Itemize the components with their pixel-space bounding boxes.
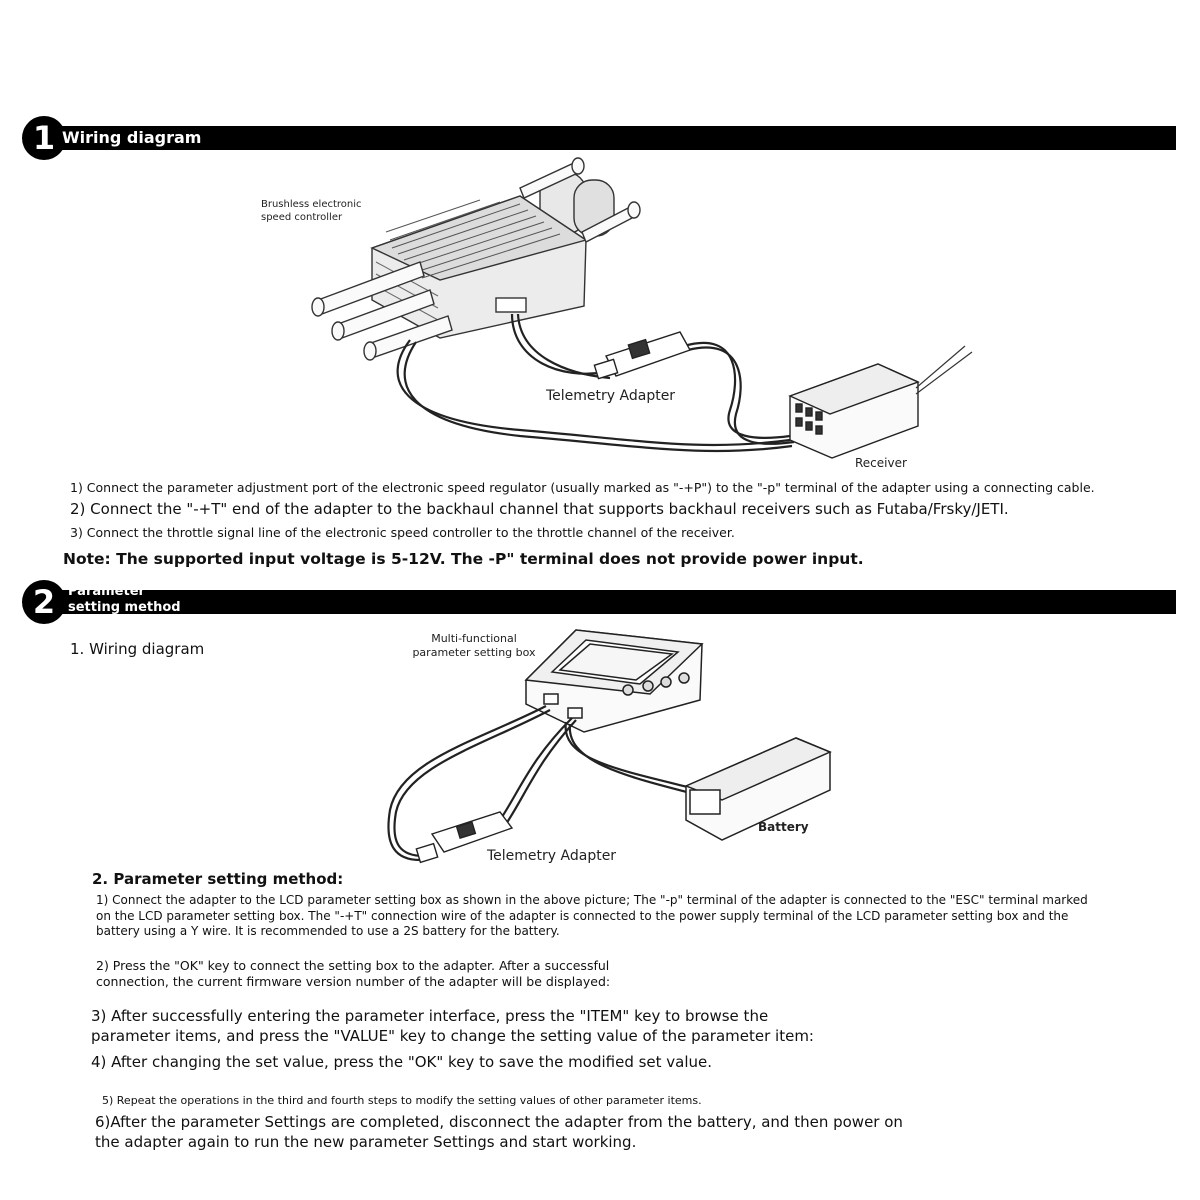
section2-step-5: 5) Repeat the operations in the third and fourth steps to modify the setting values of other parameter items. [102, 1094, 702, 1107]
section2-step-1-line3: battery using a Y wire. It is recommended to use a 2S battery for the battery. [96, 924, 560, 938]
adapter-label-2: Telemetry Adapter [487, 848, 617, 864]
section2-step-2-line1: 2) Press the "OK" key to connect the setting box to the adapter. After a successful [96, 958, 610, 973]
section2-step-3-line2: parameter items, and press the "VALUE" key to change the setting value of the parameter item: [91, 1027, 814, 1045]
section1-title: Wiring diagram [62, 128, 202, 147]
section2-step-1-line1: 1) Connect the adapter to the LCD parameter setting box as shown in the above picture; The "-p" terminal of the adapter is connected to the "ESC" terminal marked [96, 893, 1088, 907]
receiver-label: Receiver [855, 456, 907, 470]
battery-label: Battery [758, 820, 809, 834]
section1-note: Note: The supported input voltage is 5-12V. The -P" terminal does not provide power input. [63, 550, 864, 568]
section2-step-1 [96, 893, 1088, 940]
section2-step-3 [91, 1006, 814, 1046]
telemetry-adapter-1 [594, 332, 690, 379]
section2-subheading-method: 2. Parameter setting method: [92, 870, 344, 888]
section2-title-line2: setting method [68, 600, 181, 615]
section2-title [68, 584, 181, 616]
esc-illustration [312, 158, 640, 360]
esc-label-line2: speed controller [261, 212, 343, 223]
section2-step-6-line1: 6)After the parameter Settings are completed, disconnect the adapter from the battery, and then power on [95, 1113, 903, 1131]
section1-step-2: 2) Connect the "-+T" end of the adapter to the backhaul channel that supports backhaul receivers such as Futaba/Frsky/JETI. [70, 500, 1009, 518]
section2-step-2 [96, 958, 610, 990]
parameter-box-label-line2: parameter setting box [412, 646, 536, 659]
adapter-label-1: Telemetry Adapter [546, 388, 676, 404]
section1-step-1: 1) Connect the parameter adjustment port of the electronic speed regulator (usually marked as "-+P") to the "-p" terminal of the adapter using a connecting cable. [70, 480, 1095, 495]
section2-step-2-line2: connection, the current firmware version number of the adapter will be displayed: [96, 974, 611, 989]
section2-step-6 [95, 1112, 903, 1152]
section2-number-badge: 2 [22, 580, 66, 624]
receiver-illustration [790, 346, 972, 458]
esc-label-line1: Brushless electronic [261, 199, 362, 210]
section2-step-4: 4) After changing the set value, press the "OK" key to save the modified set value. [91, 1053, 713, 1071]
section2-step-1-line2: on the LCD parameter setting box. The "-+T" connection wire of the adapter is connected to the power supply terminal of the LCD parameter setting box and the [96, 908, 1069, 923]
section1-number-badge: 1 [22, 116, 66, 160]
section1-step-3: 3) Connect the throttle signal line of the electronic speed controller to the throttle channel of the receiver. [70, 525, 735, 540]
section2-step-6-line2: the adapter again to run the new parameter Settings and start working. [95, 1133, 637, 1151]
section2-title-line1: Parameter [68, 584, 145, 599]
parameter-setting-box-illustration [526, 630, 702, 732]
section2-subheading-wiring: 1. Wiring diagram [70, 640, 205, 658]
esc-label [261, 198, 362, 224]
section2-header-bar [40, 590, 1176, 614]
parameter-box-label-line1: Multi-functional [431, 632, 517, 645]
section2-step-3-line1: 3) After successfully entering the parameter interface, press the "ITEM" key to browse the [91, 1007, 769, 1025]
parameter-box-label [406, 632, 542, 660]
